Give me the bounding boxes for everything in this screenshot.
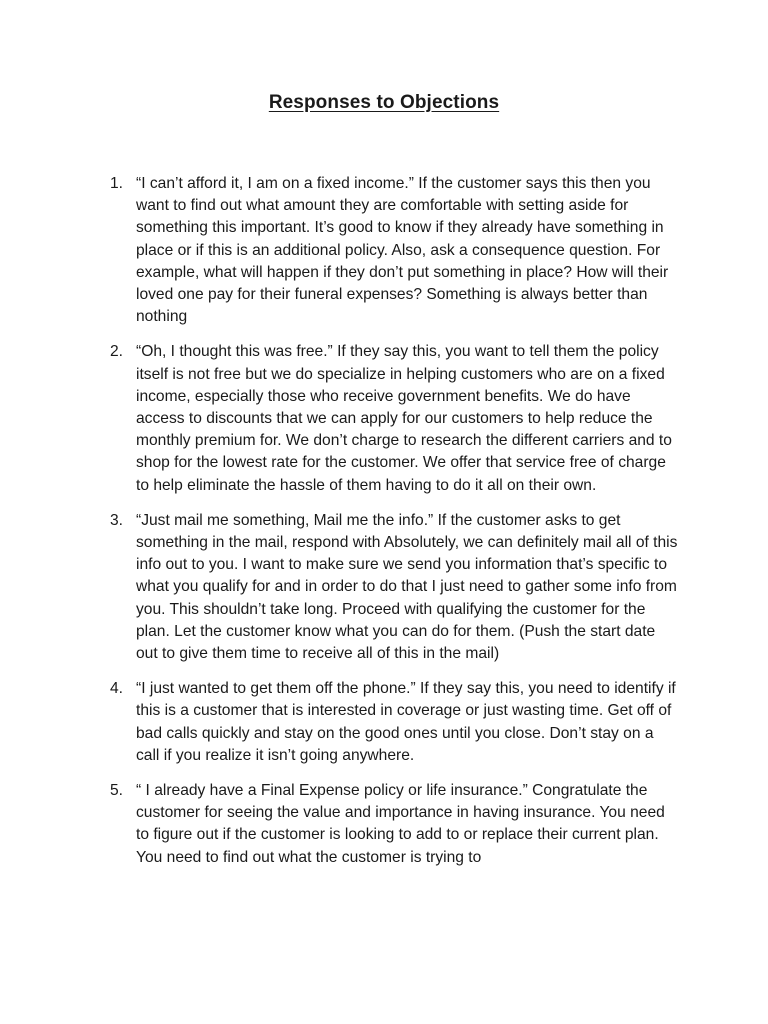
list-item [110,780,680,869]
item-text: “I can’t afford it, I am on a fixed income.” If the customer says this then you want to find out what amount they are comfortable with setting aside for something this important. It’s good to know if they already have something in place or if this is an additional policy. Also, ask a consequence question. For example, what will happen if they don’t put something in place? How will their loved one pay for their funeral expenses? Something is always better than nothing [136,175,669,326]
item-number: 4. [110,680,124,698]
item-text: “Just mail me something, Mail me the info.” If the customer asks to get something in the mail, respond with Absolutely, we can definitely mail all of this info out to you. I want to make sure we send you information that’s specific to what you qualify for and in order to do that I just need to gather some info from you. This shouldn’t take long. Proceed with qualifying the customer for the plan. Let the customer know what you can do for them. (Push the start date out to give them time to receive all of this in the mail) [136,511,678,663]
item-text: “Oh, I thought this was free.” If they say this, you want to tell them the policy itself is not free but we do specialize in helping customers who are on a fixed income, especially those who receive government benefits. We do have access to discounts that we can apply for our customers to help reduce the monthly premium for. We don’t charge to research the different carriers and to shop for the lowest rate for the customer. We offer that service free of charge to help eliminate the hassle of them having to do it all on their own. [136,343,672,494]
item-number: 2. [110,343,124,361]
item-number: 3. [110,511,124,529]
list-item [110,173,680,328]
list-item [110,678,680,767]
list-item [110,510,680,665]
list-item [110,341,680,496]
objection-list [110,173,680,882]
item-text: “I just wanted to get them off the phone.” If they say this, you need to identify if this is a customer that is interested in coverage or just wasting time. Get off of bad calls quickly and stay on the good ones until you close. Don’t stay on a call if you realize it isn’t going anywhere. [136,680,676,764]
item-number: 5. [110,782,124,800]
page-title: Responses to Objections [268,92,500,113]
item-text: “ I already have a Final Expense policy or life insurance.” Congratulate the customer for seeing the value and importance in having insurance. You need to figure out if the customer is looking to add to or replace their current plan. You need to find out what the customer is trying to [136,782,665,866]
item-number: 1. [110,175,124,192]
